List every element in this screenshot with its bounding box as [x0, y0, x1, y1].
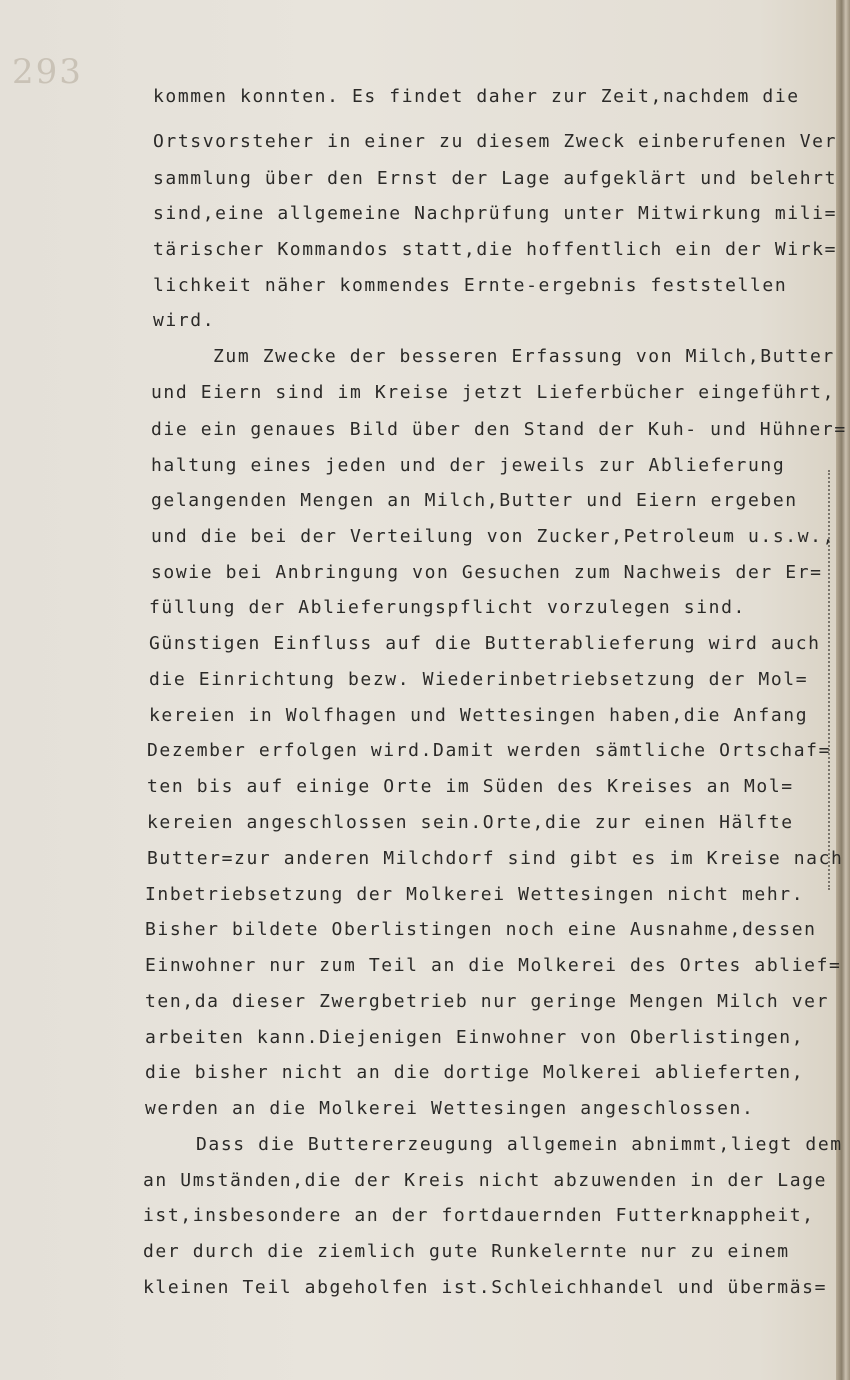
text-line: werden an die Molkerei Wettesingen angeschlossen. — [145, 1098, 755, 1119]
text-line: füllung der Ablieferungspflicht vorzulegen sind. — [149, 597, 746, 618]
text-line: haltung eines jeden und der jeweils zur Ablieferung — [151, 455, 786, 476]
text-line: und die bei der Verteilung von Zucker,Petroleum u.s.w., — [151, 526, 836, 547]
text-line: sammlung über den Ernst der Lage aufgeklärt und belehrt — [153, 168, 838, 189]
text-line: die Einrichtung bezw. Wiederinbetriebsetzung der Mol= — [149, 669, 809, 690]
text-line: Inbetriebsetzung der Molkerei Wettesingen nicht mehr. — [145, 884, 805, 905]
text-line: Einwohner nur zum Teil an die Molkerei des Ortes ablief= — [145, 955, 842, 976]
text-line: Zum Zwecke der besseren Erfassung von Milch,Butter — [213, 346, 835, 367]
text-line: die ein genaues Bild über den Stand der Kuh- und Hühner= — [151, 419, 847, 440]
folio-number: 293 — [12, 52, 83, 92]
text-line: Günstigen Einfluss auf die Butterablieferung wird auch — [149, 633, 821, 654]
text-line: ist,insbesondere an der fortdauernden Futterknappheit, — [143, 1205, 815, 1226]
text-line: und Eiern sind im Kreise jetzt Lieferbücher eingeführt, — [151, 382, 836, 403]
text-line: sind,eine allgemeine Nachprüfung unter Mitwirkung mili= — [153, 203, 838, 224]
text-line: Ortsvorsteher in einer zu diesem Zweck einberufenen Ver — [153, 131, 838, 152]
text-line: kommen konnten. Es findet daher zur Zeit,nachdem die — [153, 86, 800, 107]
text-line: lichkeit näher kommendes Ernte-ergebnis feststellen — [153, 275, 788, 296]
text-line: der durch die ziemlich gute Runkelernte nur zu einem — [143, 1241, 790, 1262]
text-line: tärischer Kommandos statt,die hoffentlich ein der Wirk= — [153, 239, 838, 260]
text-line: ten bis auf einige Orte im Süden des Kreises an Mol= — [147, 776, 794, 797]
text-line: die bisher nicht an die dortige Molkerei ablieferten, — [145, 1062, 805, 1083]
text-line: Bisher bildete Oberlistingen noch eine Ausnahme,dessen — [145, 919, 817, 940]
text-line: wird. — [153, 310, 216, 331]
text-line: arbeiten kann.Diejenigen Einwohner von Oberlistingen, — [145, 1027, 805, 1048]
text-line: gelangenden Mengen an Milch,Butter und Eiern ergeben — [151, 490, 798, 511]
text-line: kereien in Wolfhagen und Wettesingen haben,die Anfang — [149, 705, 809, 726]
text-line: kereien angeschlossen sein.Orte,die zur einen Hälfte — [147, 812, 794, 833]
text-line: kleinen Teil abgeholfen ist.Schleichhandel und übermäs= — [143, 1277, 828, 1298]
text-line: Dezember erfolgen wird.Damit werden sämtliche Ortschaf= — [147, 740, 832, 761]
text-line: sowie bei Anbringung von Gesuchen zum Nachweis der Er= — [151, 562, 823, 583]
text-line: ten,da dieser Zwergbetrieb nur geringe Mengen Milch ver — [145, 991, 830, 1012]
text-line: Butter=zur anderen Milchdorf sind gibt es im Kreise nach — [147, 848, 844, 869]
text-line: an Umständen,die der Kreis nicht abzuwenden in der Lage — [143, 1170, 828, 1191]
text-line: Dass die Buttererzeugung allgemein abnimmt,liegt dem — [196, 1134, 843, 1155]
